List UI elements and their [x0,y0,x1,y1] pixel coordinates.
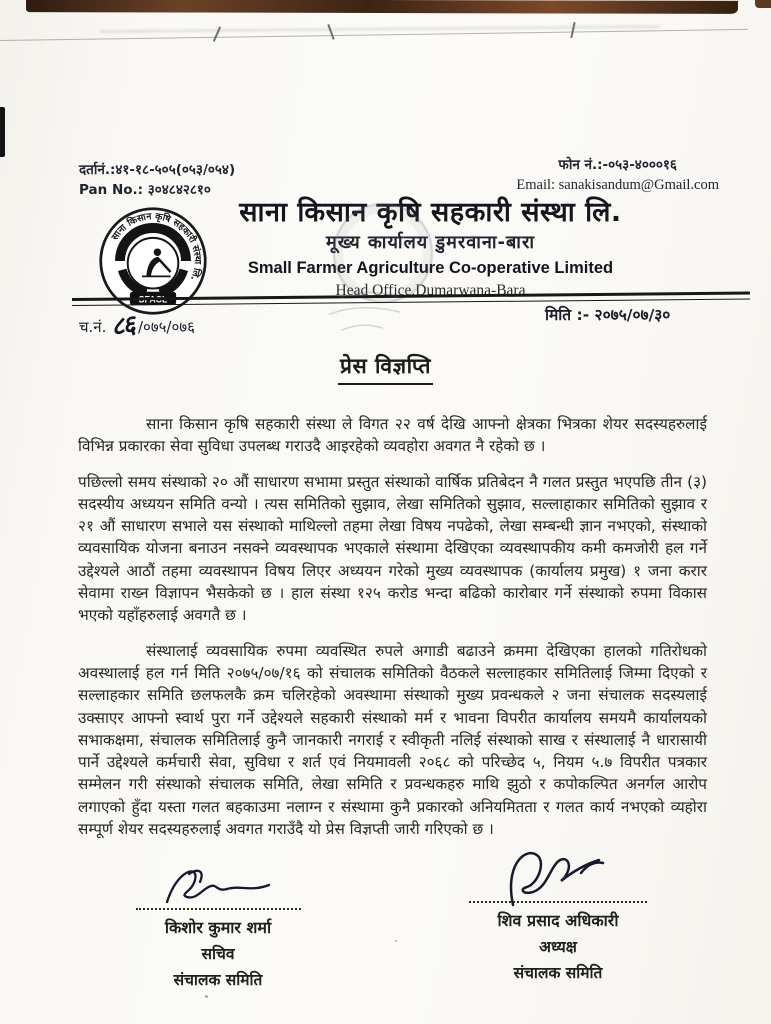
registration-number: दर्तानं.:४१-१८-५०५(०५३/०५४) [79,162,236,178]
faint-ink-stamp [312,286,422,360]
paragraph-2: पछिल्लो समय संस्थाको २० औं साधारण सभामा प्रस्तुत संस्थाको वार्षिक प्रतिबेदन नै गलत प्रस्तुत भएपछि तीन (३) सदस्यीय अध्ययन समिति वन्यो । त्यस समितिको सुझाव, लेखा समितिको सुझाव, सल्लाहाकार समितिको सुझाव र २१ औं साधारण सभाले यस संस्थाको माथिल्लो तहमा लेखा विषय नपढेको, लेखा सम्बन्धी ज्ञान नभएको, संस्थाको व्यवसायिक योजना बनाउन नसक्ने व्यवस्थापक भएकाले संस्थामा देखिएका व्यवस्थापकीय कमी कमजोरी हल गर्ने उद्देश्यले आठौं तहमा व्यवस्थापन विषय लिएर अध्ययन गरेको मुख्य व्यवस्थापक (कार्यालय प्रमुख) १ जना करार सेवामा राख्न विज्ञापन भैसकेको छ । हाल संस्था १२५ करोड भन्दा बढिको कारोबार गर्ने संस्थाको रुपमा विकास भएको यहाँहरुलाई अवगतै छ । [78,472,707,625]
organization-name-nepali: साना किसान कृषि सहकारी संस्था लि. [239,197,622,228]
phone-number: फोन नं.:-०५३-४०००१६ [558,157,677,173]
signature-block-chairman [448,845,668,986]
scan-corner-mark [755,0,771,8]
letter-reference-number [79,306,195,340]
scan-speck [395,940,397,942]
reference-prefix: च.नं. [79,318,107,336]
scan-crease-tick [327,24,334,40]
email-address: Email: sanakisandum@Gmail.com [516,177,719,193]
scan-edge-mark [0,107,5,157]
chairman-name: शिव प्रसाद अधिकारी [497,911,619,930]
chairman-role: अध्यक्ष [539,938,577,956]
pan-number: Pan No.: ३०४८४२८१० [79,182,211,198]
scan-crease-tick [570,22,575,38]
press-release-title-row [0,352,771,385]
contact-block [516,155,719,195]
head-office-english: Head Office,Dumarwana-Bara [335,282,526,299]
secretary-committee: संचालक समिति [173,971,263,989]
registration-block [79,160,235,200]
svg-text:साना किसान कृषि सहकारी संस्था: साना किसान कृषि सहकारी संस्था लि. [109,211,203,283]
reference-handwritten-number: ८६ [109,309,136,342]
paragraph-3: संस्थालाई व्यवसायिक रुपमा व्यवस्थित रुपले अगाडी बढाउने क्रममा देखिएका हालको गतिरोधको अवस्थालाई हल गर्न मिति २०७५/०७/१६ को संचालक समितिको वैठकले सल्लाहकार समितिलाई जिम्मा दिएको र सल्लाहकार समिति छलफलकै क्रम चलिरहेको अवस्थामा संस्थाको मुख्य प्रवन्धकले २ जना संचालक सदस्यलाई उक्साएर आफ्नो स्वार्थ पुरा गर्ने उद्देश्यले सहकारी संस्थाको मर्म र भावना विपरीत कार्यालय समयमै कार्यालयको सभाकक्षमा, संचालक समितिलाई कुनै जानकारी नगराई र स्वीकृती नलिई संस्थाको साख र संस्थालाई नै धारासायी पार्ने उद्देश्यले कर्मचारी सेवा, सुविधा र शर्त एवं नियमावली २०६८ को परिच्छेद ५, नियम ५.७ विपरीत पत्रकार सम्मेलन गरी संस्थाको संचालक समिति, लेखा समिति र प्रवन्धकहरु माथि झुठो र कपोकल्पित अनर्गल आरोप लगाएको हुँदा यस्ता गलत बहकाउमा नलाग्न र संस्थामा कुनै प्रकारको अनियमितता र गलत कार्य नभएको व्यहोरा सम्पूर्ण शेयर सदस्यहरुलाई अवगत गराउँदै यो प्रेस विज्ञप्ती जारी गरिएको छ । [78,641,707,839]
signature-block-secretary [118,860,318,993]
scan-edge-band [26,0,738,14]
letter-body [78,413,707,853]
signature-dotted-line [136,908,301,910]
signature-dotted-line [469,901,647,903]
letter-date: मिति :- २०७५/०७/३० [545,306,671,324]
press-release-title: प्रेस विज्ञप्ति [338,352,433,385]
secretary-role: सचिव [201,945,235,963]
chairman-committee: संचालक समिति [513,964,603,982]
head-office-nepali: मूख्य कार्यालय डुमरवाना-बारा [325,232,535,253]
paragraph-1: साना किसान कृषि सहकारी संस्था ले विगत २२ वर्ष देखि आफ्नो क्षेत्रका भित्रका शेयर सदस्यहरुलाई विभिन्न प्रकारका सेवा सुविधा उपलब्ध गराउदै आइरहेको व्यवहोरा अवगत नै रहेको छ । [78,415,707,456]
scan-speck [205,995,208,998]
secretary-name: किशोर कुमार शर्मा [164,918,272,937]
organization-name-english: Small Farmer Agriculture Co-operative Limited [247,259,614,277]
reference-suffix: /०७५/०७६ [137,318,195,336]
logo-acronym: SFACL [138,294,168,305]
